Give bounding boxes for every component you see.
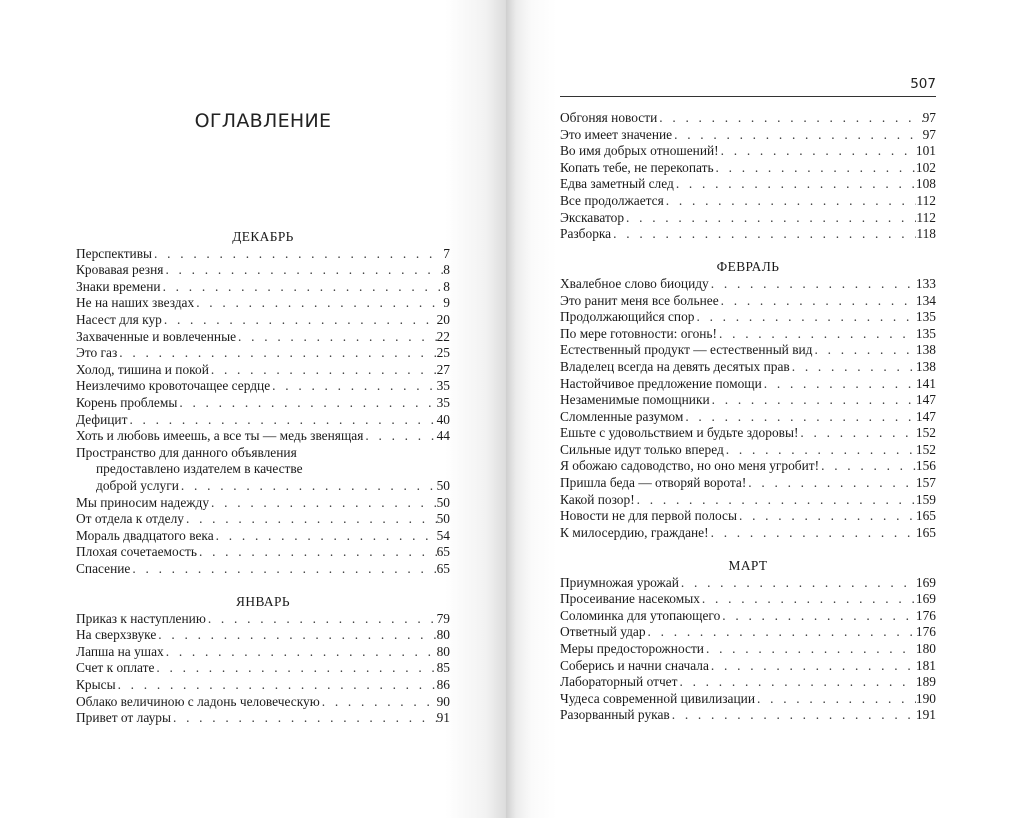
dot-leader xyxy=(236,329,437,346)
entry-page: 35 xyxy=(436,394,450,410)
dot-leader xyxy=(720,608,916,625)
entry-page: 169 xyxy=(915,574,936,590)
dot-leader xyxy=(704,641,916,658)
dot-leader xyxy=(206,611,437,628)
toc-entry[interactable] xyxy=(76,611,450,628)
entry-page: 135 xyxy=(915,309,936,325)
entry-page: 20 xyxy=(436,311,450,327)
entry-title: Владелец всегда на девять десятых прав xyxy=(560,358,790,374)
dot-leader xyxy=(717,326,916,343)
entry-title: Во имя добрых отношений! xyxy=(560,143,719,159)
dot-leader xyxy=(161,279,444,296)
toc-entry[interactable] xyxy=(560,425,936,442)
toc-entry[interactable] xyxy=(560,575,936,592)
entry-title: Ответный удар xyxy=(560,624,646,640)
entry-page: 138 xyxy=(915,358,936,374)
entry-page: 135 xyxy=(915,325,936,341)
toc-entry[interactable] xyxy=(76,428,450,445)
toc-entry[interactable] xyxy=(76,694,450,711)
entry-title: Это ранит меня все больнее xyxy=(560,292,719,308)
entry-page: 112 xyxy=(916,192,936,208)
entry-title: Хоть и любовь имеешь, а все ты — медь звенящая xyxy=(76,428,364,444)
entry-title: Крысы xyxy=(76,677,116,693)
toc-entry[interactable] xyxy=(560,392,936,409)
entry-title: Облако величиною с ладонь человеческую xyxy=(76,693,320,709)
entry-page: 147 xyxy=(915,408,936,424)
toc-entry[interactable] xyxy=(560,624,936,641)
dot-leader xyxy=(197,544,437,561)
entry-title: По мере готовности: огонь! xyxy=(560,325,717,341)
dot-leader xyxy=(670,707,916,724)
entry-title: Захваченные и вовлеченные xyxy=(76,328,237,344)
toc-entry[interactable] xyxy=(560,359,936,376)
dot-leader xyxy=(694,309,915,326)
entry-title: Лабораторный отчет xyxy=(560,674,678,690)
entry-title: Плохая сочетаемость xyxy=(76,544,197,560)
dot-leader xyxy=(117,345,436,362)
entry-page: 156 xyxy=(915,458,936,474)
dot-leader xyxy=(163,262,443,279)
entry-title: Холод, тишина и покой xyxy=(76,361,209,377)
left-toc-column xyxy=(76,229,450,727)
entry-page: 138 xyxy=(915,342,936,358)
dot-leader xyxy=(162,312,437,329)
entry-title: Это газ xyxy=(76,345,118,361)
entry-title: Приказ к наступлению xyxy=(76,610,206,626)
entry-title: Просеивание насекомых xyxy=(560,591,700,607)
toc-entry[interactable] xyxy=(560,525,936,542)
toc-entry[interactable] xyxy=(76,677,450,694)
dot-leader xyxy=(683,409,916,426)
entry-page: 152 xyxy=(915,425,936,441)
toc-entry[interactable] xyxy=(560,176,936,193)
dot-leader xyxy=(646,624,916,641)
toc-entry[interactable] xyxy=(76,246,450,263)
dot-leader xyxy=(363,428,436,445)
dot-leader xyxy=(819,458,916,475)
entry-page: 86 xyxy=(436,677,450,693)
page-number: 507 xyxy=(910,76,936,92)
dot-leader xyxy=(320,694,437,711)
entry-page: 176 xyxy=(915,624,936,640)
toc-entry[interactable] xyxy=(560,508,936,525)
dot-leader xyxy=(709,658,916,675)
entry-title: Пришла беда — отворяй ворота! xyxy=(560,475,747,491)
entry-title-line: доброй услуги xyxy=(96,477,179,493)
entry-title: Экскаватор xyxy=(560,209,625,225)
entry-title: Неизлечимо кровоточащее сердце xyxy=(76,378,271,394)
toc-entry[interactable] xyxy=(76,279,450,296)
dot-leader xyxy=(700,591,916,608)
entry-page: 25 xyxy=(436,345,450,361)
entry-title: Копать тебе, не перекопать xyxy=(560,159,714,175)
dot-leader xyxy=(184,511,437,528)
entry-title: Кровавая резня xyxy=(76,262,164,278)
dot-leader xyxy=(762,376,916,393)
entry-page: 159 xyxy=(915,491,936,507)
entry-page: 8 xyxy=(443,262,450,278)
toc-entry[interactable] xyxy=(76,511,450,528)
toc-entry[interactable] xyxy=(560,309,936,326)
toc-entry[interactable] xyxy=(76,544,450,561)
entry-title: Обгоняя новости xyxy=(560,110,658,125)
toc-entry[interactable] xyxy=(560,226,936,243)
entry-page: 80 xyxy=(436,643,450,659)
toc-entry[interactable] xyxy=(560,475,936,492)
dot-leader xyxy=(152,246,443,263)
entry-title: Лапша на ушах xyxy=(76,643,164,659)
toc-entry[interactable] xyxy=(76,495,450,512)
entry-title: Мы приносим надежду xyxy=(76,494,210,510)
entry-title: От отдела к отделу xyxy=(76,511,184,527)
dot-leader xyxy=(657,110,922,127)
entry-title: Хвалебное слово биоциду xyxy=(560,275,709,291)
dot-leader xyxy=(130,561,436,578)
entry-title: Чудеса современной цивилизации xyxy=(560,690,756,706)
dot-leader xyxy=(672,127,923,144)
toc-entry[interactable] xyxy=(560,707,936,724)
dot-leader xyxy=(709,525,916,542)
entry-title: Меры предосторожности xyxy=(560,641,704,656)
dot-leader xyxy=(790,359,916,376)
dot-leader xyxy=(635,492,916,509)
toc-entry[interactable] xyxy=(560,342,936,359)
toc-entry[interactable] xyxy=(560,674,936,691)
dot-leader xyxy=(171,710,437,727)
entry-title: Сильные идут только вперед xyxy=(560,441,724,457)
entry-page: 134 xyxy=(915,292,936,308)
entry-page: 157 xyxy=(915,475,936,491)
toc-entry[interactable] xyxy=(76,561,450,578)
dot-leader xyxy=(719,293,916,310)
toc-entry[interactable] xyxy=(76,660,450,677)
dot-leader xyxy=(194,295,443,312)
toc-entry[interactable] xyxy=(76,362,450,379)
entry-title-line: предоставлено издателем в качестве xyxy=(96,461,303,477)
toc-entry[interactable] xyxy=(76,329,450,346)
entry-page: 54 xyxy=(436,527,450,543)
entry-title: Мораль двадцатого века xyxy=(76,527,214,543)
dot-leader xyxy=(679,575,916,592)
entry-page: 176 xyxy=(915,607,936,623)
entry-page: 50 xyxy=(436,511,450,527)
toc-entry[interactable] xyxy=(76,644,450,661)
entry-page: 97 xyxy=(922,110,936,125)
entry-title: Знаки времени xyxy=(76,278,161,294)
toc-entry[interactable] xyxy=(76,295,450,312)
entry-page: 85 xyxy=(436,660,450,676)
dot-leader xyxy=(813,342,916,359)
toc-entry[interactable] xyxy=(560,658,936,675)
dot-leader xyxy=(714,160,916,177)
entry-title: Ешьте с удовольствием и будьте здоровы! xyxy=(560,425,799,441)
entry-page: 147 xyxy=(915,392,936,408)
dot-leader xyxy=(611,226,916,243)
entry-page: 190 xyxy=(915,690,936,706)
entry-title: Это имеет значение xyxy=(560,126,673,142)
entry-page: 112 xyxy=(916,209,936,225)
entry-page: 165 xyxy=(915,524,936,540)
toc-entry[interactable] xyxy=(560,293,936,310)
section-title-december: ДЕКАБРЬ xyxy=(232,229,294,244)
dot-leader xyxy=(156,627,436,644)
toc-entry[interactable] xyxy=(560,691,936,708)
dot-leader xyxy=(177,395,436,412)
entry-title: Приумножая урожай xyxy=(560,574,679,590)
toc-entry[interactable] xyxy=(76,378,450,395)
dot-leader xyxy=(674,176,916,193)
entry-page: 91 xyxy=(436,710,450,726)
entry-page: 133 xyxy=(915,275,936,291)
entry-title: Разборка xyxy=(560,226,612,242)
dot-leader xyxy=(116,677,437,694)
toc-entry[interactable] xyxy=(76,312,450,329)
entry-title: Спасение xyxy=(76,560,131,576)
right-toc-column xyxy=(560,110,936,724)
entry-title: Едва заметный след xyxy=(560,176,674,192)
entry-page: 141 xyxy=(915,375,936,391)
dot-leader xyxy=(709,276,916,293)
section-spacer xyxy=(560,541,936,558)
entry-page: 35 xyxy=(436,378,450,394)
entry-page: 44 xyxy=(436,428,450,444)
toc-entry[interactable] xyxy=(560,143,936,160)
entry-page: 108 xyxy=(915,176,936,192)
toc-entry[interactable] xyxy=(560,492,936,509)
entry-title: На сверхзвуке xyxy=(76,627,157,643)
entry-title: Разорванный рукав xyxy=(560,707,670,723)
toc-entry[interactable] xyxy=(560,409,936,426)
entry-page: 7 xyxy=(443,245,450,261)
dot-leader xyxy=(179,478,437,495)
entry-title: Я обожаю садоводство, но оно меня угробит! xyxy=(560,458,820,474)
entry-title: Настойчивое предложение помощи xyxy=(560,375,762,391)
entry-page: 50 xyxy=(436,477,450,493)
toc-entry[interactable] xyxy=(560,442,936,459)
entry-title: Продолжающийся спор xyxy=(560,309,695,325)
entry-page: 90 xyxy=(436,693,450,709)
dot-leader xyxy=(719,143,916,160)
entry-title: Все продолжается xyxy=(560,192,664,208)
dot-leader xyxy=(724,442,916,459)
toc-entry[interactable] xyxy=(560,276,936,293)
entry-title: Насест для кур xyxy=(76,311,162,327)
section-title-january: ЯНВАРЬ xyxy=(236,594,290,610)
entry-title: Незаменимые помощники xyxy=(560,392,710,408)
entry-page: 189 xyxy=(915,674,936,690)
entry-page: 152 xyxy=(915,441,936,457)
entry-page: 181 xyxy=(915,657,936,673)
dot-leader xyxy=(270,378,436,395)
entry-title: Естественный продукт — естественный вид xyxy=(560,342,813,358)
entry-page: 80 xyxy=(436,627,450,643)
toc-entry[interactable] xyxy=(76,395,450,412)
dot-leader xyxy=(209,362,437,379)
entry-page: 22 xyxy=(436,328,450,344)
toc-entry[interactable] xyxy=(560,458,936,475)
dot-leader xyxy=(664,193,917,210)
entry-title: К милосердию, граждане! xyxy=(560,524,709,540)
entry-page: 79 xyxy=(436,610,450,626)
entry-page: 165 xyxy=(915,508,936,524)
entry-title: Сломленные разумом xyxy=(560,408,684,424)
entry-title-last-line xyxy=(76,478,450,495)
toc-entry[interactable] xyxy=(76,627,450,644)
entry-title-line: Пространство для данного объявления xyxy=(76,444,297,460)
entry-page: 102 xyxy=(915,159,936,175)
dot-leader xyxy=(209,495,437,512)
dot-leader xyxy=(710,392,916,409)
entry-title: Новости не для первой полосы xyxy=(560,508,737,524)
dot-leader xyxy=(755,691,916,708)
toc-entry[interactable] xyxy=(560,110,936,127)
toc-entry-multiline[interactable] xyxy=(76,445,450,495)
entry-page: 65 xyxy=(436,544,450,560)
dot-leader xyxy=(164,644,437,661)
toc-entry[interactable] xyxy=(560,160,936,177)
entry-title: Дефицит xyxy=(76,411,128,427)
entry-title: Привет от лауры xyxy=(76,710,171,726)
dot-leader xyxy=(746,475,916,492)
header-rule xyxy=(560,96,936,97)
entry-title: Не на наших звездах xyxy=(76,295,195,311)
toc-entry[interactable] xyxy=(76,412,450,429)
dot-leader xyxy=(624,210,916,227)
section-title-march: МАРТ xyxy=(728,558,768,574)
entry-page: 97 xyxy=(922,126,936,142)
entry-page: 8 xyxy=(443,278,450,294)
toc-entry[interactable] xyxy=(76,710,450,727)
entry-title: Счет к оплате xyxy=(76,660,155,676)
toc-entry[interactable] xyxy=(560,641,936,658)
entry-page: 169 xyxy=(915,591,936,607)
entry-title: Соберись и начни сначала xyxy=(560,657,709,673)
dot-leader xyxy=(127,412,436,429)
entry-page: 40 xyxy=(436,411,450,427)
section-spacer xyxy=(560,243,936,260)
entry-title: Соломинка для утопающего xyxy=(560,607,721,623)
entry-title: Какой позор! xyxy=(560,491,635,507)
dot-leader xyxy=(677,674,915,691)
toc-entry[interactable] xyxy=(76,345,450,362)
toc-entry[interactable] xyxy=(76,262,450,279)
dot-leader xyxy=(154,660,436,677)
toc-entry[interactable] xyxy=(560,376,936,393)
entry-title: Корень проблемы xyxy=(76,394,178,410)
toc-entry[interactable] xyxy=(560,193,936,210)
toc-entry[interactable] xyxy=(560,127,936,144)
section-title-february: ФЕВРАЛЬ xyxy=(716,259,780,275)
entry-page: 118 xyxy=(916,226,936,242)
entry-page: 27 xyxy=(436,361,450,377)
entry-page: 65 xyxy=(436,560,450,576)
dot-leader xyxy=(737,508,916,525)
entry-page: 101 xyxy=(915,143,936,159)
entry-page: 180 xyxy=(915,641,936,656)
toc-entry[interactable] xyxy=(560,608,936,625)
dot-leader xyxy=(214,528,437,545)
toc-entry[interactable] xyxy=(560,210,936,227)
entry-page: 9 xyxy=(443,295,450,311)
toc-entry[interactable] xyxy=(560,326,936,343)
toc-entry[interactable] xyxy=(560,591,936,608)
toc-entry[interactable] xyxy=(76,528,450,545)
section-spacer xyxy=(76,577,450,594)
entry-title: Перспективы xyxy=(76,245,153,261)
dot-leader xyxy=(798,425,915,442)
entry-page: 191 xyxy=(915,707,936,723)
entry-page: 50 xyxy=(436,494,450,510)
toc-heading: ОГЛАВЛЕНИЕ xyxy=(194,110,332,132)
